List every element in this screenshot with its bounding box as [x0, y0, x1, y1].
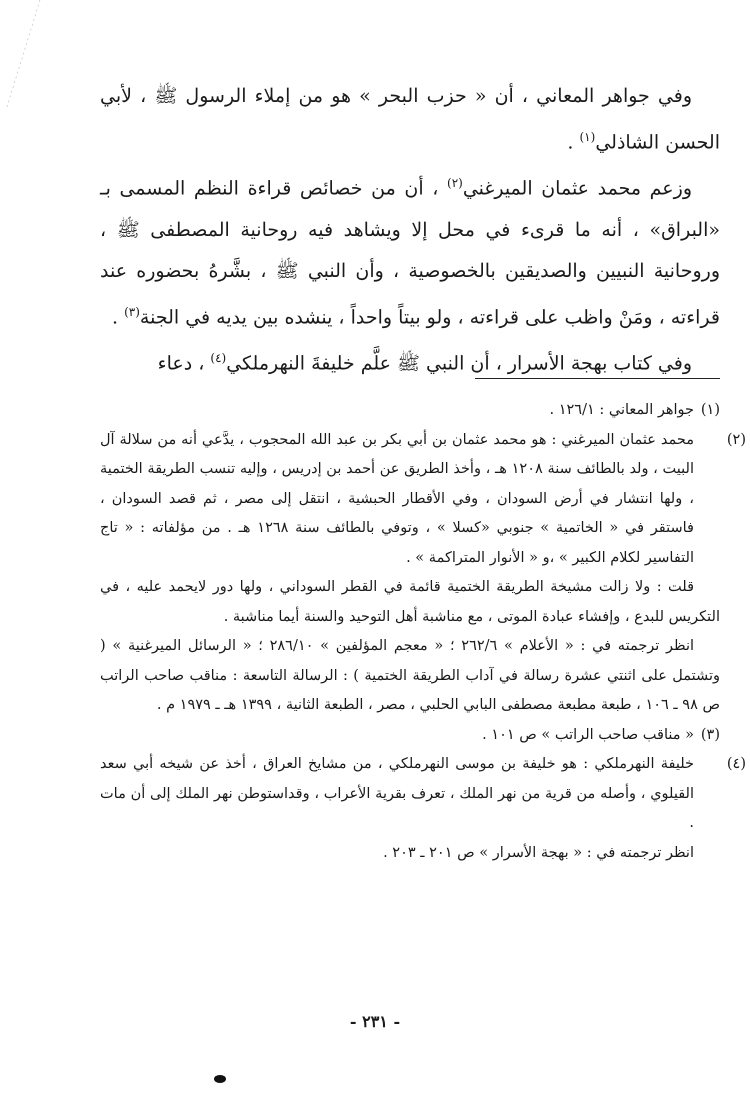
footnote-separator	[475, 378, 720, 379]
footnote-ref-1: (١)	[579, 130, 596, 144]
page-number: - ٢٣١ -	[349, 1012, 401, 1031]
footnote-ref-4: (٤)	[210, 350, 227, 365]
paragraph-mirghani: وزعم محمد عثمان الميرغني$^{(٢)}$ ، أن من خصائص قراءة النظم المسمى بـ «البراق» ، أنه ما قرىء في محل إلا ويشاهد فيه روحانية المصطفى ﷺ ، وروحانية النبيين والصديقين بالخصوصية ، وأن النبي ﷺ ، بشَّرهُ بحضوره عند قراءته ، ومَنْ واظب على قراءته ، ولو بيتاً واحداً ، ينشده بين يديه في الجنة$^{(٣)}$ .	[100, 176, 720, 328]
footnote-ref-2: (٢)	[447, 176, 463, 191]
main-text	[100, 76, 720, 384]
footnote-1: (١)جواهر المعاني : ١٢٦/١ .	[549, 402, 720, 418]
footnote-4: (٤)خليفة النهرملكي : هو خليفة بن موسى النهرملكي ، من مشايخ العراق ، أخذ عن شيخه أبي سعد القيلوي ، وأصله من قرية من نهر الملك ، تعرف بقرية الأعراب ، وقداستوطن نهر الملك إلى أن مات .	[100, 756, 746, 831]
footnotes	[100, 396, 746, 868]
footnote-2-comment: قلت : ولا زالت مشيخة الطريقة الختمية قائمة في القطر السوداني ، ولها دور لايحمد عليه ، في التكريس للبدع ، وإفشاء عبادة الموتى ، مع مناشبة أهل التوحيد والسنة أيما مناشبة .	[100, 579, 720, 625]
footnote-ref-3: (٣)	[124, 304, 140, 319]
scan-edge-mark	[0, 0, 60, 120]
footnote-2: (٢)محمد عثمان الميرغني : هو محمد عثمان بن أبي بكر بن عبد الله المحجوب ، يدَّعي أنه من سلالة آل البيت ، ولد بالطائف سنة ١٢٠٨ هـ ، وأخذ الطريق عن أحمد بن إدريس ، وإليه تنسب الطريقة الختمية ، ولها انتشار في أرض السودان ، وفي الأقطار الحبشية ، انتقل إلى مصر ، ثم قصد السودان ، فاستقر في « الخاتمية » جنوبي «كسلا » ، وتوفي بالطائف سنة ١٢٦٨ هـ . من مؤلفاته : « تاج التفاسير لكلام الكبير » ،و « الأنوار المتراكمة » .	[100, 431, 746, 566]
footnote-2-references: انظر ترجمته في : « الأعلام » ٢٦٢/٦ ؛ « معجم المؤلفين » ٢٨٦/١٠ ؛ « الرسائل الميرغنية » ( وتشتمل على اثنتي عشرة رسالة في آداب الطريقة الختمية ) : الرسالة التاسعة : مناقب صاحب الراتب ص ٩٨ ـ ١٠٦ ، طبعة مطبعة مصطفى البابي الحلبي ، مصر ، الطبعة الثانية ، ١٣٩٩ هـ ـ ١٩٧٩ م .	[100, 638, 720, 713]
paragraph-bahjat-al-asrar: وفي كتاب بهجة الأسرار ، أن النبي ﷺ علَّم خليفةَ النهرملكي$^{(٤)}$ ، دعاء	[157, 350, 692, 375]
footnote-3: (٣)« مناقب صاحب الراتب » ص ١٠١ .	[482, 726, 720, 743]
paragraph-hizb-al-bahr: وفي جواهر المعاني ، أن « حزب البحر » هو من إملاء الرسول ﷺ ، لأبي الحسن الشاذلي$^{(١)}$ .	[100, 85, 720, 154]
ink-blot	[214, 1075, 226, 1083]
footnote-4-references: انظر ترجمته في : « بهجة الأسرار » ص ٢٠١ ـ ٢٠٣ .	[383, 844, 694, 861]
